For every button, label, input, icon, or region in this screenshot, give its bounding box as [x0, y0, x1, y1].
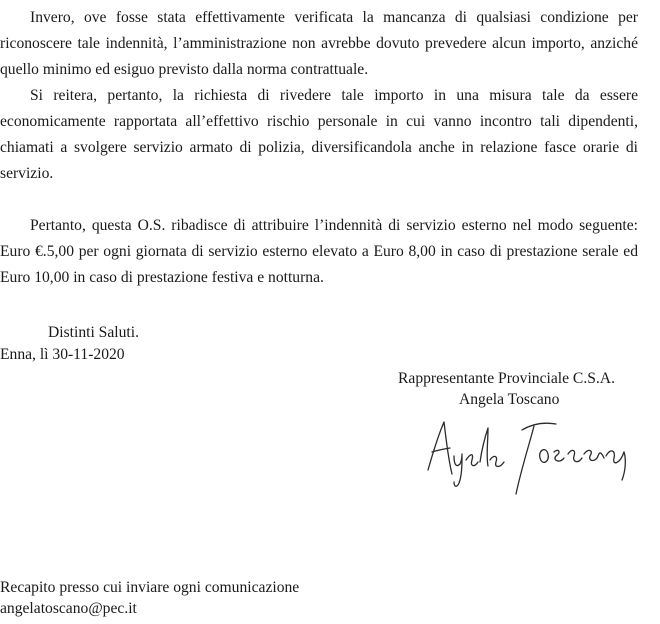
- body-paragraph-1: Invero, ove fosse stata effettivamente verificata la mancanza di qualsiasi condizione per riconoscere tale indennità, l’amministrazione non avrebbe dovuto prevedere alcun importo, anziché quello minimo ed esiguo previsto dalla norma contrattuale.: [0, 9, 638, 78]
- contact-label: Recapito presso cui inviare ogni comunicazione: [0, 579, 300, 596]
- place-date: Enna, lì 30-11-2020: [0, 346, 125, 363]
- body-paragraph-3: Pertanto, questa O.S. ribadisce di attribuire l’indennità di servizio esterno nel modo seguente: Euro €.5,00 per ogni giornata di servizio esterno elevato a Euro 8,00 in caso di prestazione serale ed Euro 10,00 in caso di prestazione festiva e notturna.: [0, 217, 638, 286]
- signatory-title: Rappresentante Provinciale C.S.A.: [398, 370, 615, 387]
- closing-salutation: Distinti Saluti.: [48, 324, 139, 341]
- handwritten-signature: [418, 408, 638, 508]
- signatory-name: Angela Toscano: [459, 391, 560, 408]
- contact-email: angelatoscano@pec.it: [0, 600, 137, 617]
- body-paragraph-2: Si reitera, pertanto, la richiesta di rivedere tale importo in una misura tale da essere economicamente rapportata all’effettivo rischio personale in cui vanno incontro tali dipendenti, chiamati a svolgere servizio armato di polizia, diversificandola anche in relazione fasce orarie di servizio.: [0, 87, 638, 182]
